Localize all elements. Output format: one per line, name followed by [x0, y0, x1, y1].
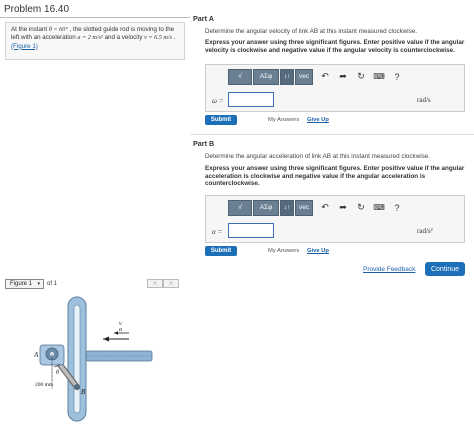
omega-label: ω = [212, 97, 224, 105]
prev-figure-button[interactable]: < [147, 279, 163, 288]
part-a-give-up-link[interactable]: Give Up [307, 117, 329, 123]
keyboard-icon[interactable]: ⌨ [373, 72, 385, 81]
problem-statement [5, 22, 185, 60]
acceleration-value: a = 2 m/s² [77, 34, 103, 42]
problem-text-4: . [172, 34, 176, 42]
pin-b [74, 384, 80, 390]
omega-unit: rad/s [417, 96, 431, 104]
dimension-label: 200 mm [35, 382, 54, 388]
redo-icon[interactable]: ➦ [339, 71, 347, 81]
figure-select-value: Figure 1 [10, 281, 33, 287]
help-icon[interactable]: ? [394, 71, 400, 82]
figure-pager [147, 279, 179, 288]
undo-icon[interactable]: ↶ [321, 71, 329, 81]
part-b-title: Part B [193, 139, 215, 148]
figure-select[interactable] [5, 279, 44, 289]
reset-icon[interactable]: ↻ [357, 71, 365, 81]
alpha-label: α = [212, 228, 223, 236]
part-b-give-up-link[interactable]: Give Up [307, 248, 329, 254]
figure-link[interactable]: (Figure 1) [11, 42, 38, 50]
label-a: A [34, 351, 39, 359]
templates-button[interactable]: √ [228, 69, 252, 85]
part-a-description: Determine the angular velocity of link AB at this instant measured clockwise. [205, 28, 418, 35]
chevron-down-icon: ▾ [37, 281, 40, 287]
part-b-answer-box [205, 195, 465, 243]
vector-button[interactable]: vec [295, 69, 313, 85]
part-b-description: Determine the angular acceleration of link AB at this instant measured clockwise. [205, 153, 431, 160]
omega-input[interactable] [228, 92, 274, 107]
figure-count: of 1 [47, 281, 58, 287]
greek-symbols-button[interactable]: ΑΣφ [253, 69, 279, 85]
figure-1 [5, 291, 185, 433]
part-a-my-answers-link[interactable]: My Answers [268, 117, 300, 123]
alpha-unit: rad/s² [417, 227, 433, 235]
problem-title: Problem 16.40 [4, 4, 70, 15]
part-b-math-toolbar [228, 199, 404, 216]
part-a-answer-box [205, 64, 465, 112]
part-a-math-toolbar [228, 68, 404, 85]
continue-button[interactable]: Continue [425, 262, 465, 276]
greek-symbols-button[interactable]: ΑΣφ [253, 200, 279, 216]
problem-text-1: At the instant [11, 26, 49, 33]
label-b: B [81, 388, 86, 396]
label-a-accel: a [119, 327, 122, 333]
label-v: v [119, 321, 122, 327]
alpha-input[interactable] [228, 223, 274, 238]
problem-text-3: and a velocity [102, 34, 145, 42]
part-b-submit-button[interactable]: Submit [205, 246, 237, 256]
redo-icon[interactable]: ➦ [339, 202, 347, 212]
keyboard-icon[interactable]: ⌨ [373, 203, 385, 212]
part-a-instructions: Express your answer using three significant figures. Enter positive value if the angular velocity is clockwise and negative value if the angular velocity is counterclockwise. [205, 39, 465, 54]
help-icon[interactable]: ? [394, 202, 400, 213]
next-figure-button[interactable]: > [163, 279, 179, 288]
undo-icon[interactable]: ↶ [321, 202, 329, 212]
vector-button[interactable]: vec [295, 200, 313, 216]
part-a-title: Part A [193, 14, 214, 23]
mechanism-diagram [5, 291, 185, 433]
rod-slot [74, 305, 80, 413]
part-a-submit-button[interactable]: Submit [205, 115, 237, 125]
label-theta: θ [56, 370, 59, 376]
part-b-instructions: Express your answer using three significant figures. Enter positive value if the angular acceleration is clockwise and negative value if the angular acceleration is counterclockwise. [205, 165, 465, 188]
title-divider [0, 17, 190, 18]
templates-button[interactable]: √ [228, 200, 252, 216]
part-divider [190, 134, 474, 135]
provide-feedback-link[interactable]: Provide Feedback [363, 266, 416, 273]
reset-icon[interactable]: ↻ [357, 202, 365, 212]
velocity-value: v = 6.5 m/s [144, 34, 173, 42]
figure-navigation [5, 278, 185, 290]
subscript-button[interactable]: ↕↑ [280, 69, 294, 85]
part-b-my-answers-link[interactable]: My Answers [268, 248, 300, 254]
subscript-button[interactable]: ↕↑ [280, 200, 294, 216]
theta-value: θ = 60° [48, 26, 68, 33]
problem-text-2: , the slotted guide rod is moving to the left with an acceleration [11, 26, 175, 42]
